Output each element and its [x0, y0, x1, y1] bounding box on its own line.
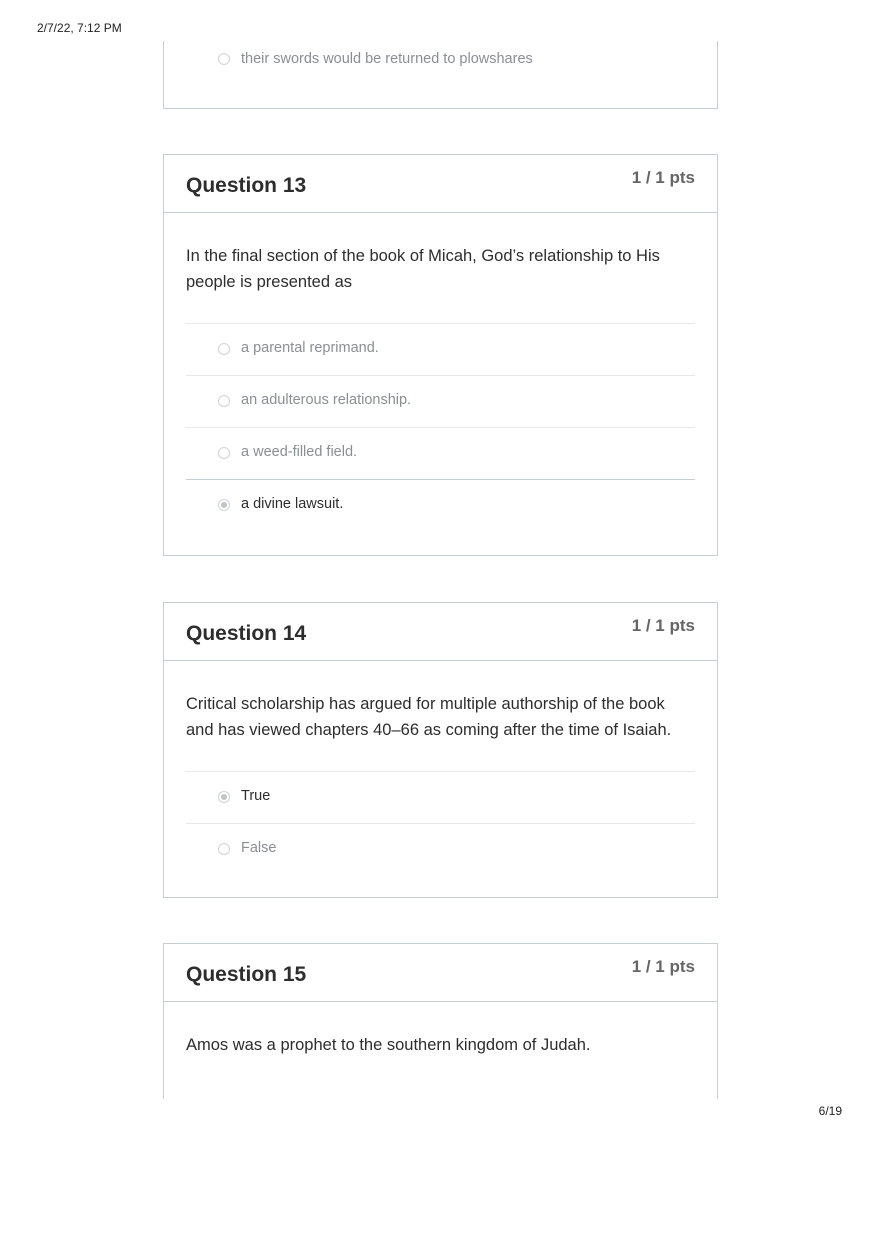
answer-list — [186, 323, 695, 531]
answer-option[interactable] — [186, 375, 695, 427]
print-datetime: 2/7/22, 7:12 PM — [37, 21, 122, 35]
radio-unchecked-icon[interactable] — [218, 843, 230, 855]
radio-unchecked-icon[interactable] — [218, 447, 230, 459]
radio-unchecked-icon[interactable] — [218, 53, 230, 65]
answer-label: True — [241, 788, 271, 804]
question-title: Question 14 — [186, 622, 307, 645]
question-header — [164, 944, 717, 1002]
answer-label: a parental reprimand. — [241, 340, 379, 356]
question-text: Amos was a prophet to the southern kingdom of Judah. — [186, 1036, 591, 1054]
answer-label: a divine lawsuit. — [241, 496, 344, 512]
question-text: In the final section of the book of Micah, God’s relationship to His people is presented as — [186, 247, 660, 291]
question-title: Question 15 — [186, 963, 307, 986]
radio-unchecked-icon[interactable] — [218, 395, 230, 407]
answer-list — [186, 771, 695, 875]
answer-label: False — [241, 840, 277, 856]
question-title: Question 13 — [186, 174, 307, 197]
question-points: 1 / 1 pts — [631, 957, 695, 976]
answer-option-selected[interactable] — [186, 479, 695, 531]
question-12-card-partial — [163, 41, 718, 109]
question-13-card — [163, 154, 718, 556]
answer-label: a weed-filled field. — [241, 444, 358, 460]
question-text: Critical scholarship has argued for multiple authorship of the book and has viewed chapters 40–66 as coming after the time of Isaiah. — [186, 695, 672, 739]
radio-checked-icon[interactable] — [218, 791, 230, 803]
radio-unchecked-icon[interactable] — [218, 343, 230, 355]
answer-option[interactable] — [186, 323, 695, 375]
question-header — [164, 155, 717, 213]
answer-option[interactable] — [186, 823, 695, 875]
radio-checked-icon[interactable] — [218, 499, 230, 511]
question-15-card — [163, 943, 718, 1099]
answer-label: an adulterous relationship. — [241, 392, 412, 408]
answer-option[interactable] — [186, 427, 695, 479]
question-header — [164, 603, 717, 661]
question-14-card — [163, 602, 718, 898]
answer-option-selected[interactable] — [186, 771, 695, 823]
question-points: 1 / 1 pts — [631, 168, 695, 187]
page-number: 6/19 — [818, 1104, 842, 1118]
answer-option[interactable] — [186, 41, 695, 93]
answer-label: their swords would be returned to plowshares — [241, 51, 533, 67]
question-points: 1 / 1 pts — [631, 616, 695, 635]
